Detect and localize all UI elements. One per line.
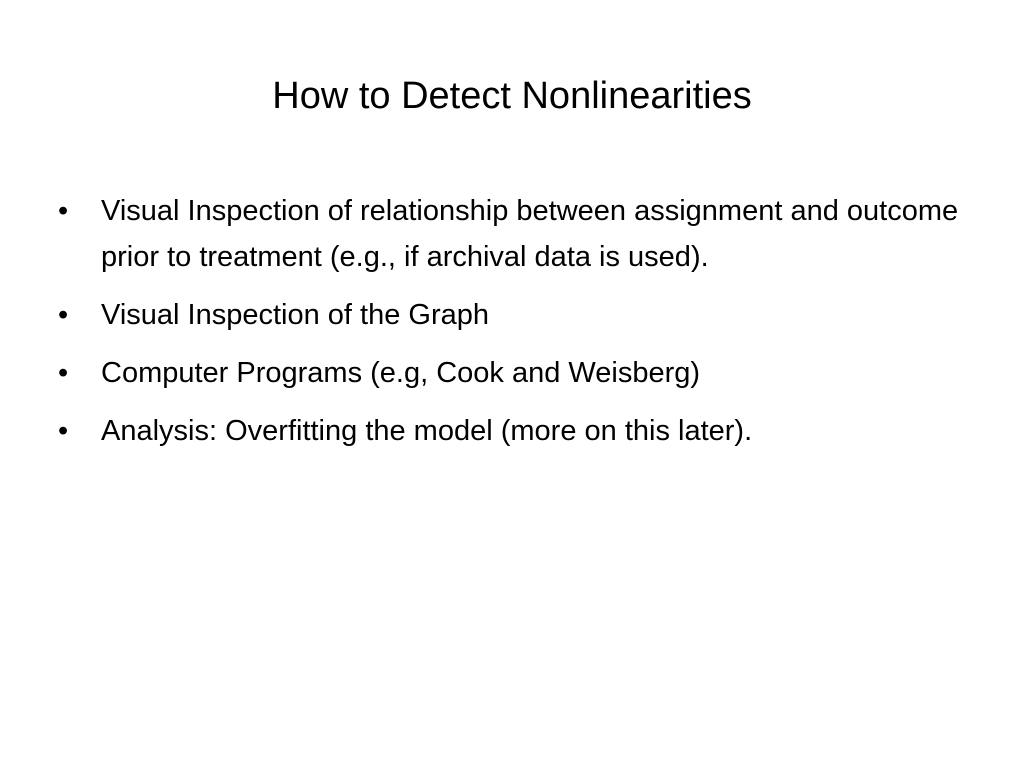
bullet-item <box>58 188 978 280</box>
bullet-text: Visual Inspection of the Graph <box>101 299 489 331</box>
bullet-item <box>58 350 978 396</box>
bullet-text: Visual Inspection of relationship between assignment and outcome prior to treatment (e.g., if archival data is used). <box>101 195 959 273</box>
bullet-list <box>58 188 978 466</box>
slide-title: How to Detect Nonlinearities <box>272 75 752 117</box>
bullet-text: Analysis: Overfitting the model (more on this later). <box>101 415 753 447</box>
bullet-text: Computer Programs (e.g, Cook and Weisberg) <box>101 357 701 389</box>
bullet-dot: • <box>58 195 69 227</box>
bullet-dot: • <box>58 299 69 331</box>
bullet-dot: • <box>58 415 69 447</box>
bullet-item <box>58 408 978 454</box>
bullet-item <box>58 292 978 338</box>
bullet-dot: • <box>58 357 69 389</box>
